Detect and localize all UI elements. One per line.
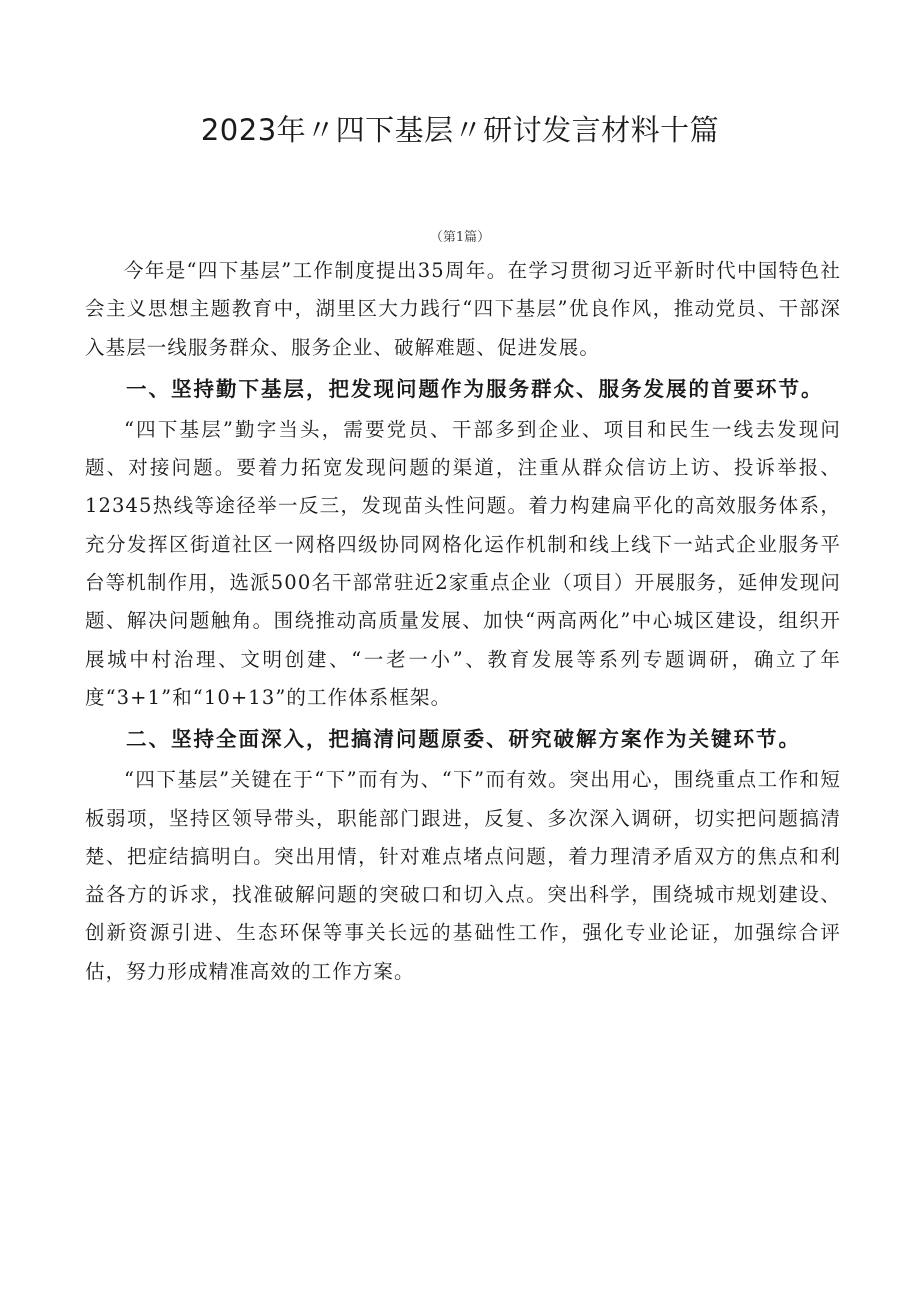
document-title: 2023年〃四下基层〃研讨发言材料十篇 — [200, 113, 720, 147]
document-subtitle: （第1篇） — [429, 230, 491, 245]
paragraph-section-2: “四下基层”关键在于“下”而有为、“下”而有效。突出用心，围绕重点工作和短板弱项，坚持区领导带头，职能部门跟进，反复、多次深入调研，切实把问题搞清楚、把症结搞明白。突出用情，针对难点堵点问题，着力理清矛盾双方的焦点和利益各方的诉求，找准破解问题的突破口和切入点。突出科学，围绕城市规划建设、创新资源引进、生态环保等事关长远的基础性工作，强化专业论证，加强综合评估，努力形成精准高效的工作方案。 — [85, 768, 841, 983]
paragraph-intro: 今年是“四下基层”工作制度提出35周年。在学习贯彻习近平新时代中国特色社会主义思想主题教育中，湖里区大力践行“四下基层”优良作风，推动党员、干部深入基层一线服务群众、服务企业、破解难题、促进发展。 — [85, 259, 841, 359]
paragraph-section-1: “四下基层”勤字当头，需要党员、干部多到企业、项目和民生一线去发现问题、对接问题。要着力拓宽发现问题的渠道，注重从群众信访上访、投诉举报、12345热线等途径举一反三，发现苗头性问题。着力构建扁平化的高效服务体系，充分发挥区街道社区一网格四级协同网格化运作机制和线上线下一站式企业服务平台等机制作用，选派500名干部常驻近2家重点企业（项目）开展服务，延伸发现问题、解决问题触角。围绕推动高质量发展、加快“两高两化”中心城区建设，组织开展城中村治理、文明创建、“一老一小”、教育发展等系列专题调研，确立了年度“3+1”和“10+13”的工作体系框架。 — [85, 417, 841, 709]
section-heading-1: 一、坚持勤下基层，把发现问题作为服务群众、服务发展的首要环节。 — [126, 376, 824, 401]
document-body — [85, 252, 841, 991]
section-heading-2: 二、坚持全面深入，把搞清问题原委、研究破解方案作为关键环节。 — [126, 727, 801, 752]
